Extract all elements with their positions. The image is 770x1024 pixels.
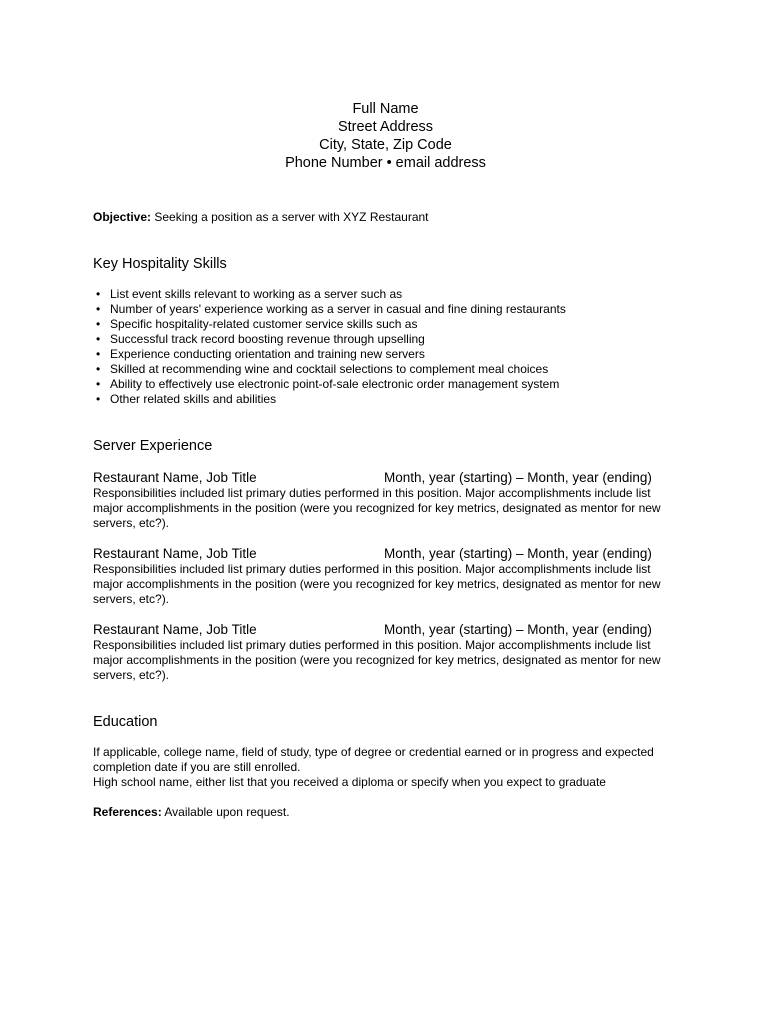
references-text: Available upon request. [164,805,290,819]
objective-label: Objective: [93,210,152,224]
list-item [93,287,678,302]
job-dates: Month, year (starting) – Month, year (ending) [384,546,652,561]
bullet: • [96,392,101,406]
bullet: • [96,287,101,301]
phone-email-line [93,154,678,172]
list-item [93,392,678,407]
skill-text: Number of years' experience working as a server in casual and fine dining restaurants [110,302,566,316]
skill-text: Successful track record boosting revenue through upselling [110,332,425,346]
street-address: Street Address [337,119,434,135]
bullet: • [96,362,101,376]
education-heading: Education [93,714,158,730]
objective [93,210,678,225]
job-title: Restaurant Name, Job Title [93,622,257,637]
skill-text: Specific hospitality-related customer service skills such as [110,317,418,331]
skill-text: List event skills relevant to working as a server such as [110,287,403,301]
skill-text: Skilled at recommending wine and cocktail selections to complement meal choices [110,362,549,376]
bullet: • [96,302,101,316]
objective-text: Seeking a position as a server with XYZ Restaurant [154,210,429,224]
job-header [93,545,678,562]
skill-text: Other related skills and abilities [110,392,277,406]
list-item [93,302,678,317]
full-name: Full Name [352,101,419,117]
bullet: • [96,347,101,361]
college-details: If applicable, college name, field of study, type of degree or credential earned or in progress and expected completion date if you are still enrolled. [93,745,654,774]
list-item [93,332,678,347]
job-title: Restaurant Name, Job Title [93,546,257,561]
job-dates: Month, year (starting) – Month, year (ending) [384,470,652,485]
phone-number: Phone Number [285,155,383,171]
job-header [93,621,678,638]
email-address: email address [395,155,486,171]
list-item [93,347,678,362]
job-entry [93,545,678,607]
skills-list [93,287,678,407]
skills-heading: Key Hospitality Skills [93,256,227,272]
education-details [93,745,683,790]
references-label: References: [93,805,162,819]
job-description: Responsibilities included list primary duties performed in this position. Major accomplishments include list major accomplishments in the position (were you recognized for key metrics, designated as mentor for new servers, etc?). [93,638,661,682]
job-entry [93,621,678,683]
job-description: Responsibilities included list primary duties performed in this position. Major accomplishments include list major accomplishments in the position (were you recognized for key metrics, designated as mentor for new servers, etc?). [93,486,661,530]
job-dates: Month, year (starting) – Month, year (ending) [384,622,652,637]
job-title: Restaurant Name, Job Title [93,470,257,485]
skill-text: Ability to effectively use electronic point-of-sale electronic order management system [110,377,560,391]
references [93,805,678,820]
experience-heading: Server Experience [93,438,213,454]
separator-bullet: • [386,155,392,171]
list-item [93,377,678,392]
list-item [93,362,678,377]
job-entry [93,469,678,531]
list-item [93,317,678,332]
skill-text: Experience conducting orientation and training new servers [110,347,425,361]
city-state-zip: City, State, Zip Code [319,137,452,153]
high-school-details: High school name, either list that you received a diploma or specify when you expect to graduate [93,775,606,789]
contact-header [93,0,678,172]
job-description: Responsibilities included list primary duties performed in this position. Major accomplishments include list major accomplishments in the position (were you recognized for key metrics, designated as mentor for new servers, etc?). [93,562,661,606]
job-header [93,469,678,486]
bullet: • [96,317,101,331]
bullet: • [96,377,101,391]
bullet: • [96,332,101,346]
